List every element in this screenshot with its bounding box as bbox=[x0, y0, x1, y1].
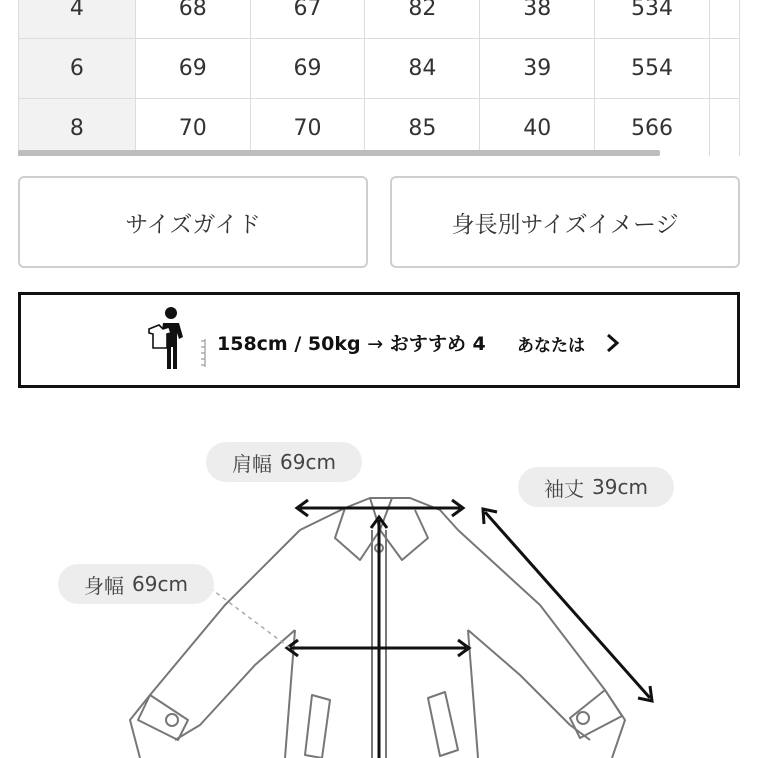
recommendation-text bbox=[217, 329, 486, 356]
table-horizontal-scrollbar[interactable] bbox=[18, 150, 660, 156]
table-cell: 40 bbox=[480, 99, 595, 157]
sleeve-value: 39cm bbox=[592, 475, 648, 499]
size-guide-button[interactable]: サイズガイド bbox=[18, 176, 368, 268]
table-cell bbox=[709, 39, 739, 99]
table-cell bbox=[709, 0, 739, 39]
your-size-link[interactable]: あなたは bbox=[517, 336, 585, 356]
body-width-label bbox=[58, 564, 214, 604]
table-cell: 554 bbox=[595, 39, 710, 99]
table-cell: 38 bbox=[480, 0, 595, 39]
table-row bbox=[19, 39, 740, 99]
table-cell: 68 bbox=[135, 0, 250, 39]
table-cell: 8 bbox=[19, 99, 136, 157]
table-row bbox=[19, 0, 740, 39]
chevron-right-icon bbox=[603, 331, 623, 355]
table-cell: 566 bbox=[595, 99, 710, 157]
size-table[interactable] bbox=[18, 0, 740, 156]
table-cell: 4 bbox=[19, 0, 136, 39]
sleeve-label: 袖丈 bbox=[544, 476, 585, 501]
person-measure-icon bbox=[143, 303, 213, 381]
table-cell: 39 bbox=[480, 39, 595, 99]
sleeve-length-label bbox=[518, 467, 674, 507]
table-cell: 69 bbox=[135, 39, 250, 99]
table-cell: 84 bbox=[365, 39, 480, 99]
table-cell: 67 bbox=[250, 0, 365, 39]
shoulder-label: 肩幅 bbox=[232, 451, 273, 476]
table-cell bbox=[709, 99, 739, 157]
table-cell: 82 bbox=[365, 0, 480, 39]
table-row bbox=[19, 99, 740, 157]
shoulder-value: 69cm bbox=[280, 450, 336, 474]
table-cell: 534 bbox=[595, 0, 710, 39]
body-width-text: 身幅 bbox=[84, 573, 125, 598]
body-width-value: 69cm bbox=[132, 572, 188, 596]
shoulder-width-label bbox=[206, 442, 362, 482]
arrow-icon: → bbox=[367, 333, 384, 355]
size-recommendation-banner[interactable] bbox=[18, 292, 740, 388]
height-weight: 158cm / 50kg bbox=[217, 333, 361, 355]
recommended-size: おすすめ 4 bbox=[389, 333, 486, 355]
size-by-height-button[interactable]: 身長別サイズイメージ bbox=[390, 176, 740, 268]
table-cell: 6 bbox=[19, 39, 136, 99]
measurement-diagram bbox=[0, 420, 758, 758]
table-cell: 70 bbox=[250, 99, 365, 157]
table-cell: 69 bbox=[250, 39, 365, 99]
table-cell: 85 bbox=[365, 99, 480, 157]
table-cell: 70 bbox=[135, 99, 250, 157]
